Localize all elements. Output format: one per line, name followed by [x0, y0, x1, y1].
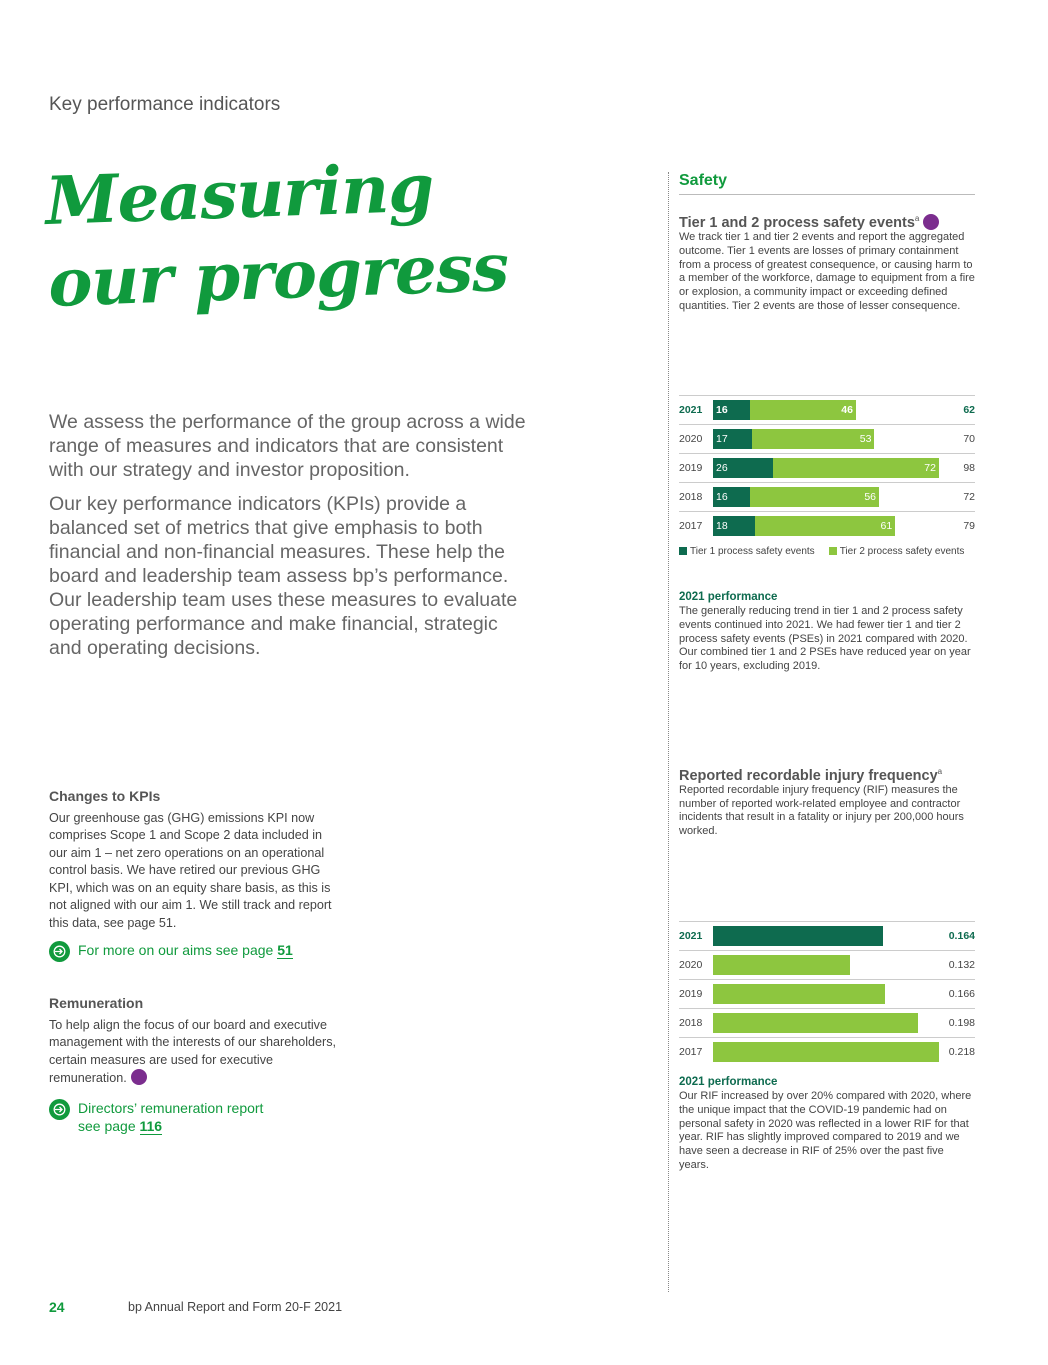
remuneration-link-text[interactable]: Directors’ remuneration report see page 116 — [78, 1100, 264, 1134]
intro-paragraph-2: Our key performance indicators (KPIs) provide a balanced set of metrics that give emphasis to both financial and non-financial measures. These help the board and leadership team assess bp’s performance. Our leadership team uses these measures to evaluate operating performance and make financial, strategic and operating decisions. — [49, 493, 518, 659]
pse-bar-tier2: 56 — [750, 487, 879, 507]
changes-body: Our greenhouse gas (GHG) emissions KPI now comprises Scope 1 and Scope 2 data included in our aim 1 – net zero operations on an operational control basis. We have retired our previous GHG KPI, which was on an equity share basis, as this is not aligned with our aim 1. We still track and report this data, see page 51. — [49, 810, 332, 930]
remuneration-marker-icon — [131, 1069, 147, 1085]
pse-year-label: 2017 — [679, 520, 703, 532]
pse-legend — [679, 546, 964, 557]
pse-total-label: 62 — [963, 404, 975, 416]
rif-row-2018 — [679, 1008, 975, 1037]
intro-paragraph-1: We assess the performance of the group across a wide range of measures and indicators that are consistent with our strategy and investor proposition. — [49, 411, 526, 481]
section-header: Key performance indicators — [49, 94, 281, 115]
pse-total-label: 98 — [963, 462, 975, 474]
pse-year-label: 2018 — [679, 491, 703, 503]
document-title: bp Annual Report and Form 20-F 2021 — [128, 1300, 343, 1314]
rif-title: Reported recordable injury frequency$^a$ — [679, 767, 943, 784]
aims-link-page[interactable]: 51 — [277, 942, 293, 958]
rif-performance-body: Our RIF increased by over 20% compared with 2020, where the unique impact that the COVID-19 pandemic had on personal safety in 2020 was reflected in a lower RIF for that year. RIF has slightly improved compared to 2019 and we have seen a decrease in RIF of 25% over the past five years. — [679, 1090, 972, 1171]
pse-year-label: 2021 — [679, 404, 703, 416]
pse-year-label: 2020 — [679, 433, 703, 445]
pse-row-2019 — [679, 453, 975, 482]
rif-bar — [713, 926, 883, 946]
pse-bar-tier1: 17 — [713, 429, 752, 449]
pse-year-label: 2019 — [679, 462, 703, 474]
rif-value-label: 0.218 — [948, 1046, 975, 1058]
rif-bar — [713, 1042, 939, 1062]
pse-row-2017 — [679, 511, 975, 540]
pse-row-2020 — [679, 424, 975, 453]
changes-block — [49, 788, 339, 932]
legend-swatch-tier2 — [829, 547, 837, 555]
rif-year-label: 2017 — [679, 1046, 703, 1058]
remuneration-link[interactable] — [49, 1099, 263, 1135]
rif-performance-title: 2021 performance — [679, 1076, 778, 1088]
pse-row-2018 — [679, 482, 975, 511]
pse-bar-tier1: 16 — [713, 400, 750, 420]
rif-value-label: 0.198 — [948, 1017, 975, 1029]
rif-year-label: 2019 — [679, 988, 703, 1000]
remuneration-marker-icon — [923, 214, 939, 230]
rif-row-2020 — [679, 950, 975, 979]
hero-line-2: our progress — [46, 227, 510, 322]
pse-title: Tier 1 and 2 process safety events$^a$ — [679, 214, 975, 231]
pse-bar-tier1: 16 — [713, 487, 750, 507]
rif-value-label: 0.132 — [948, 959, 975, 971]
rif-value-label: 0.166 — [948, 988, 975, 1000]
pse-performance-title: 2021 performance — [679, 591, 778, 603]
rif-header — [679, 767, 975, 839]
rif-year-label: 2018 — [679, 1017, 703, 1029]
pse-total-label: 79 — [963, 520, 975, 532]
hero-title — [44, 144, 509, 324]
pse-bar-tier1: 18 — [713, 516, 755, 536]
pse-description: We track tier 1 and tier 2 events and report the aggregated outcome. Tier 1 events are losses of primary containment from a process of greatest consequence, or causing harm to a member of the workforce, damage to equipment from a fire or explosion, a community impact or exceeding defined quantities. Tier 2 events are those of lesser consequence. — [679, 231, 975, 312]
pse-performance — [679, 591, 975, 674]
arrow-circle-icon — [49, 1099, 70, 1120]
rif-bar — [713, 1013, 918, 1033]
legend-tier2: Tier 2 process safety events — [829, 546, 965, 557]
pse-row-2021 — [679, 395, 975, 424]
rif-row-2017 — [679, 1037, 975, 1066]
changes-title: Changes to KPIs — [49, 788, 161, 804]
aims-link-text[interactable]: For more on our aims see page 51 — [78, 942, 293, 958]
rif-bar — [713, 955, 850, 975]
remuneration-title: Remuneration — [49, 995, 144, 1011]
remuneration-body: To help align the focus of our board and executive management with the interests of our shareholders, certain measures are used for executive remuneration. — [49, 1017, 337, 1085]
hero-line-1: Measuring — [44, 148, 435, 240]
remuneration-block — [49, 995, 339, 1088]
legend-tier1: Tier 1 process safety events — [679, 546, 815, 557]
pse-bar-tier2: 72 — [773, 458, 939, 478]
rif-bar — [713, 984, 885, 1004]
pse-performance-body: The generally reducing trend in tier 1 and 2 process safety events continued into 2021. We had fewer tier 1 and tier 2 process safety events (PSEs) in 2021 compared with 2020. Our combined tier 1 and 2 PSEs have reduced year on year for 10 years, excluding 2019. — [679, 605, 971, 673]
pse-header — [679, 214, 975, 314]
pse-bar-tier2: 53 — [752, 429, 874, 449]
page-number: 24 — [49, 1299, 65, 1315]
pse-bar-tier1: 26 — [713, 458, 773, 478]
rif-value-label: 0.164 — [948, 930, 975, 942]
pse-bar-tier2: 46 — [750, 400, 856, 420]
pse-bar-tier2: 61 — [755, 516, 896, 536]
legend-swatch-tier1 — [679, 547, 687, 555]
pse-total-label: 70 — [963, 433, 975, 445]
remuneration-link-page[interactable]: 116 — [139, 1118, 163, 1134]
safety-title: Safety — [679, 172, 975, 195]
aims-link[interactable] — [49, 941, 293, 962]
rif-performance — [679, 1076, 975, 1173]
arrow-circle-icon — [49, 941, 70, 962]
column-divider — [668, 172, 669, 1292]
rif-year-label: 2021 — [679, 930, 703, 942]
rif-row-2021 — [679, 921, 975, 950]
intro — [49, 410, 529, 660]
pse-total-label: 72 — [963, 491, 975, 503]
rif-year-label: 2020 — [679, 959, 703, 971]
rif-description: Reported recordable injury frequency (RIF) measures the number of reported work-related employee and contractor incidents that result in a fatality or injury per 200,000 hours worked. — [679, 783, 964, 838]
rif-row-2019 — [679, 979, 975, 1008]
